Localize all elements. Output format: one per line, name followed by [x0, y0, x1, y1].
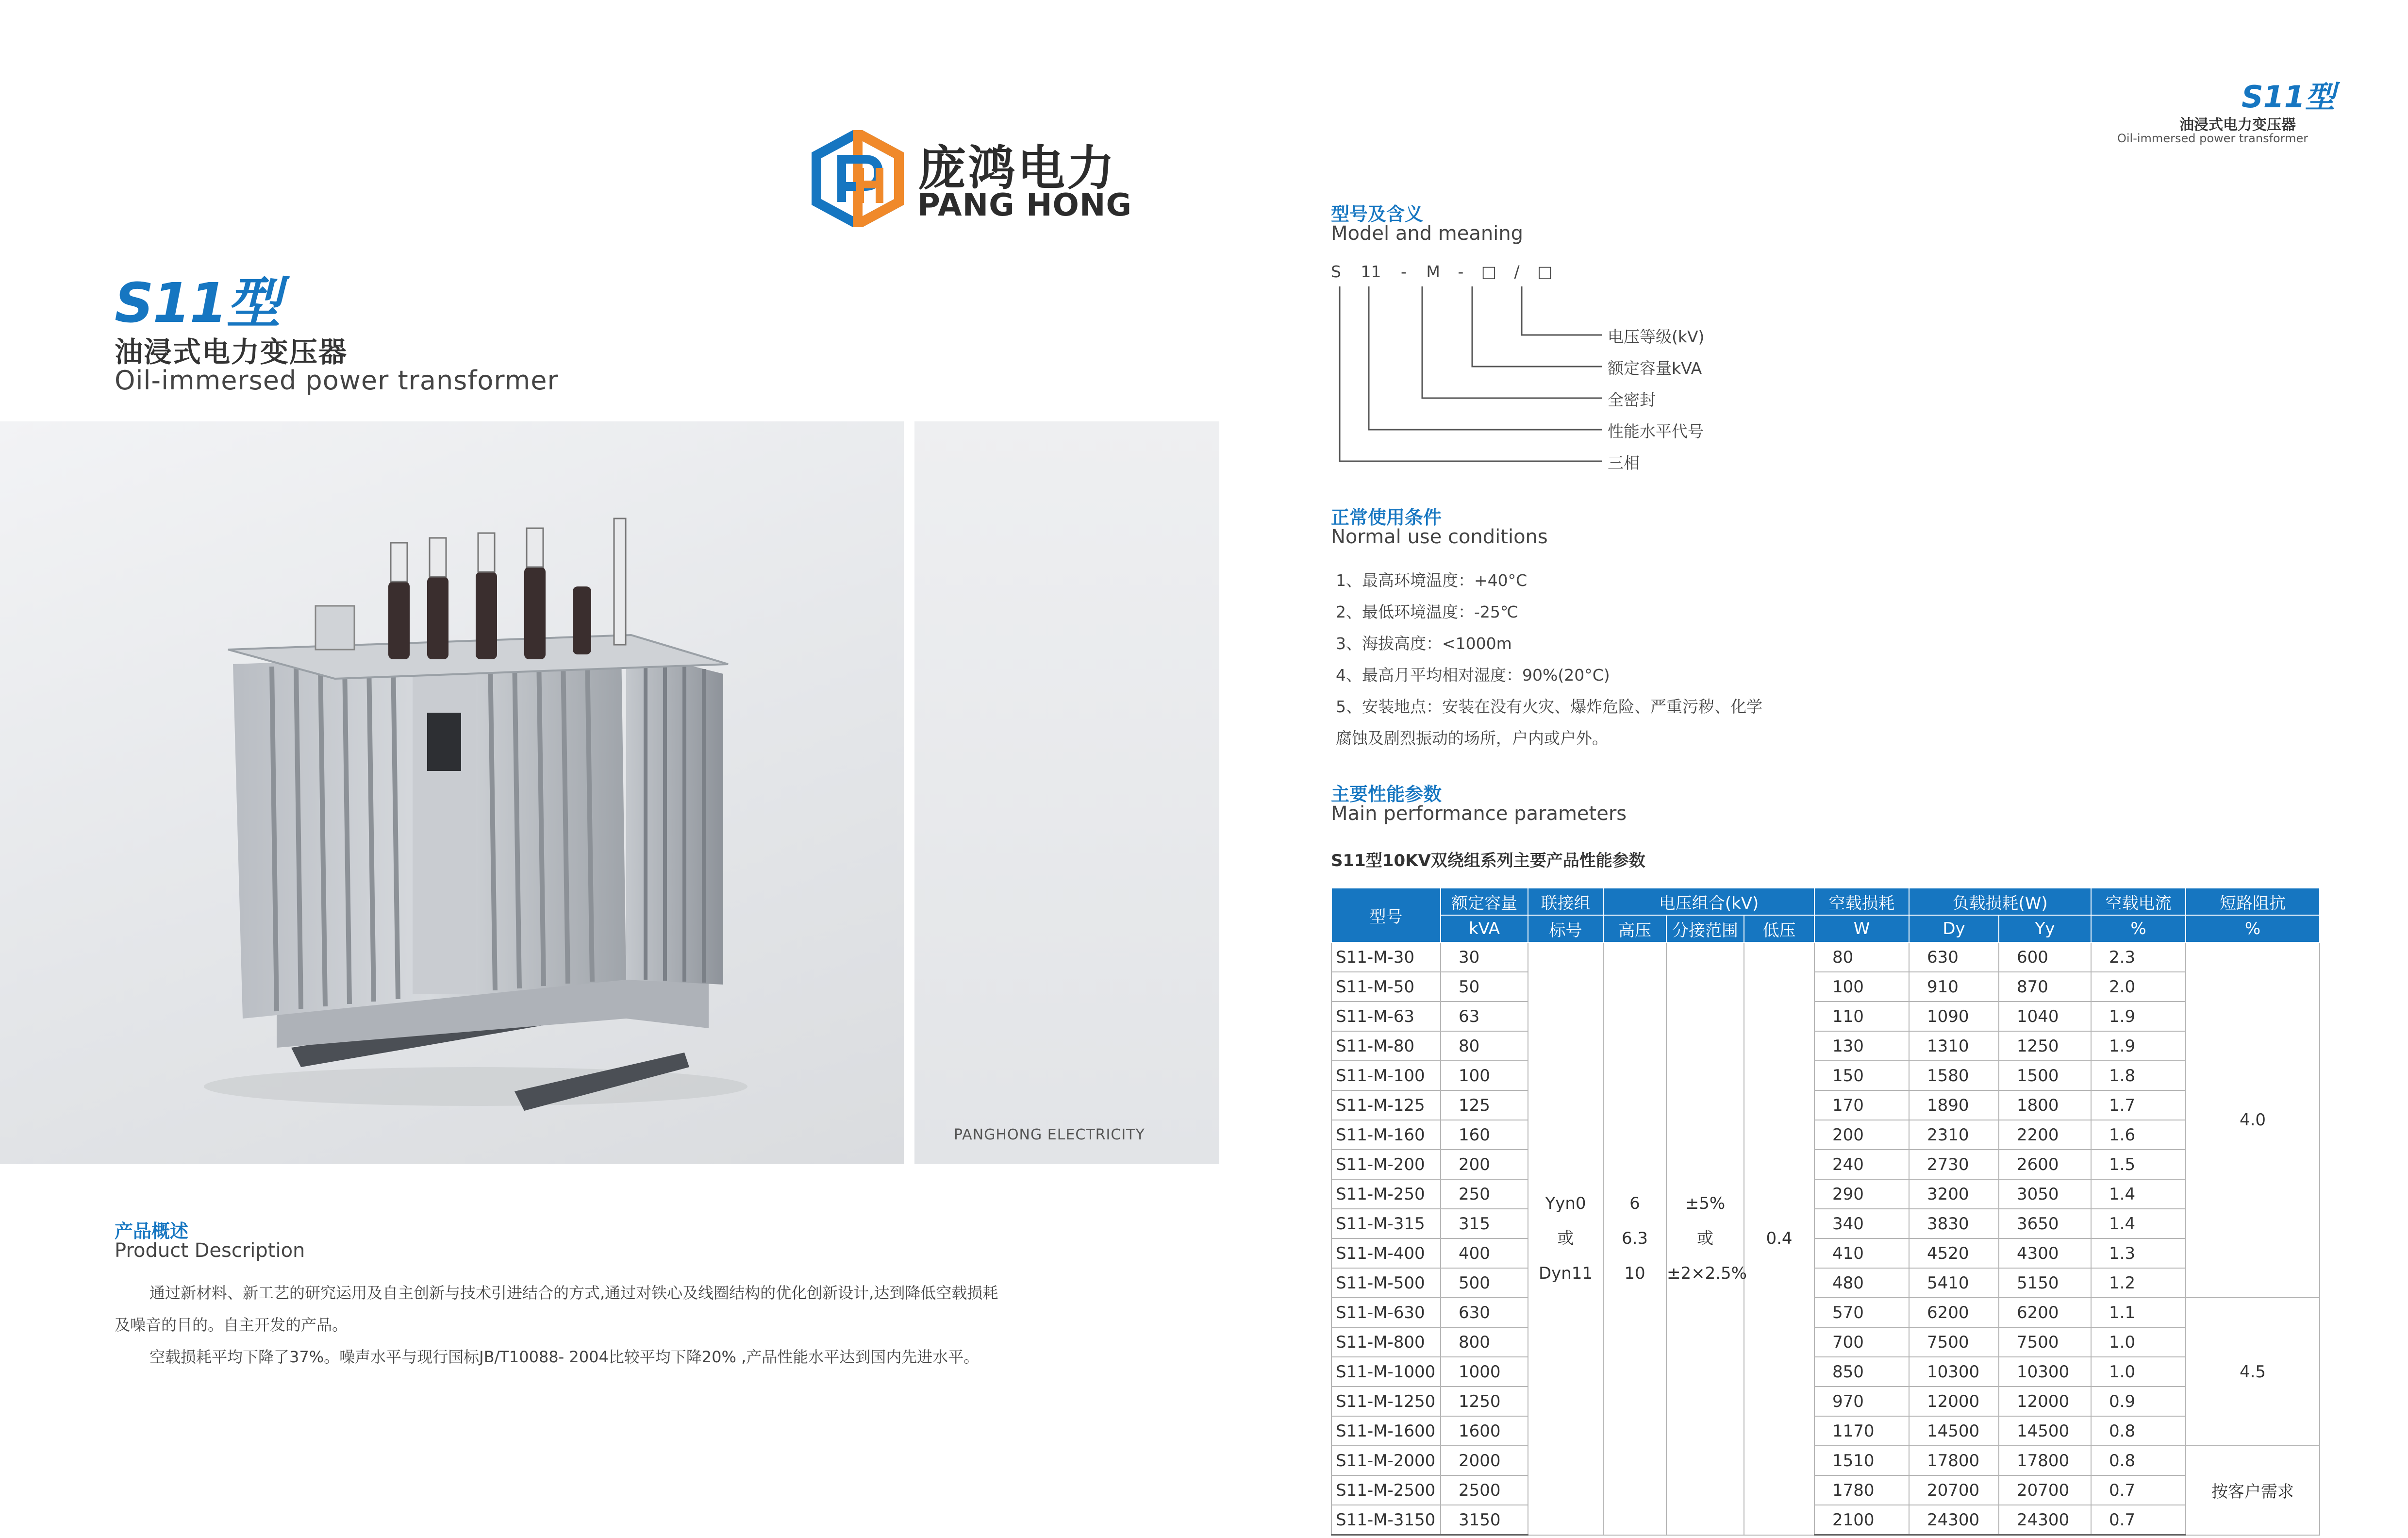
th-voltage-combo: 电压组合(kV) [1603, 888, 1814, 915]
th-pct-1: % [2091, 915, 2186, 942]
cell-no-load-loss: 410 [1814, 1238, 1909, 1268]
cell-model: S11-M-63 [1331, 1002, 1441, 1031]
cell-load-loss-yy: 1500 [1999, 1061, 2091, 1090]
brand-name-en: PANG HONG [917, 187, 1132, 223]
description-paragraph-2: 空载损耗平均下降了37%。噪声水平与现行国标JB/T10088- 2004比较平均下降20% ,产品性能水平达到国内先进水平。 [149, 1348, 980, 1366]
table-row [1331, 942, 2320, 972]
cell-load-loss-yy: 20700 [1999, 1475, 2091, 1505]
cell-no-load-current: 1.1 [2091, 1298, 2186, 1327]
cell-no-load-current: 0.8 [2091, 1416, 2186, 1446]
condition-item: 2、最低环境温度：-25℃ [1336, 602, 1518, 621]
th-tap-range: 分接范围 [1666, 915, 1744, 942]
cell-no-load-current: 1.0 [2091, 1327, 2186, 1357]
th-model: 型号 [1331, 888, 1441, 942]
cell-load-loss-yy: 14500 [1999, 1416, 2091, 1446]
code-m: M [1426, 262, 1440, 281]
cell-model: S11-M-400 [1331, 1238, 1441, 1268]
th-load-loss: 负载损耗(W) [1909, 888, 2091, 915]
performance-table [1331, 887, 2320, 1536]
cell-no-load-loss: 110 [1814, 1002, 1909, 1031]
cell-load-loss-dy: 1890 [1909, 1090, 1999, 1120]
cell-load-loss-dy: 20700 [1909, 1475, 1999, 1505]
cell-load-loss-yy: 3650 [1999, 1209, 2091, 1238]
cell-load-loss-yy: 1800 [1999, 1090, 2091, 1120]
cell-load-loss-yy: 870 [1999, 972, 2091, 1002]
cell-model: S11-M-630 [1331, 1298, 1441, 1327]
cell-no-load-loss: 170 [1814, 1090, 1909, 1120]
cell-capacity: 125 [1441, 1090, 1528, 1120]
th-kva: kVA [1441, 915, 1528, 942]
cell-model: S11-M-1000 [1331, 1357, 1441, 1387]
performance-heading-zh: 主要性能参数 [1331, 784, 1442, 805]
cell-load-loss-dy: 6200 [1909, 1298, 1999, 1327]
cell-no-load-current: 1.4 [2091, 1209, 2186, 1238]
cell-capacity: 80 [1441, 1031, 1528, 1061]
cell-load-loss-dy: 1580 [1909, 1061, 1999, 1090]
header-model: S11型 [2242, 79, 2335, 115]
tap-line: 或 [1697, 1229, 1713, 1249]
vector-group-line: 或 [1557, 1229, 1574, 1249]
table-row [1331, 972, 2320, 1002]
table-row [1331, 1446, 2320, 1475]
cell-model: S11-M-100 [1331, 1061, 1441, 1090]
hv-line: 10 [1624, 1264, 1645, 1284]
cell-load-loss-yy: 1040 [1999, 1002, 2091, 1031]
th-hv: 高压 [1603, 915, 1666, 942]
cell-no-load-current: 1.6 [2091, 1120, 2186, 1150]
cell-no-load-current: 0.7 [2091, 1475, 2186, 1505]
cell-load-loss-dy: 2730 [1909, 1150, 1999, 1179]
cell-no-load-loss: 100 [1814, 972, 1909, 1002]
cell-load-loss-yy: 17800 [1999, 1446, 2091, 1475]
th-impedance: 短路阻抗 [2186, 888, 2320, 915]
th-no-load-loss: 空载损耗 [1814, 888, 1909, 915]
condition-item: 1、最高环境温度：+40°C [1336, 571, 1528, 590]
transformer-image [0, 421, 904, 1164]
cell-no-load-loss: 480 [1814, 1268, 1909, 1298]
cell-load-loss-dy: 3200 [1909, 1179, 1999, 1209]
product-title-zh: 油浸式电力变压器 [115, 335, 348, 368]
cell-no-load-current: 1.9 [2091, 1002, 2186, 1031]
cell-model: S11-M-30 [1331, 942, 1441, 972]
cell-no-load-loss: 240 [1814, 1150, 1909, 1179]
model-title: S11型 [115, 272, 280, 335]
cell-no-load-loss: 130 [1814, 1031, 1909, 1061]
cell-load-loss-dy: 1310 [1909, 1031, 1999, 1061]
condition-item: 4、最高月平均相对湿度：90%(20°C) [1336, 666, 1610, 685]
table-row [1331, 1120, 2320, 1150]
cell-load-loss-yy: 24300 [1999, 1505, 2091, 1535]
th-rated-capacity: 额定容量 [1441, 888, 1528, 915]
cell-no-load-current: 1.0 [2091, 1357, 2186, 1387]
table-body [1331, 942, 2320, 1535]
cell-capacity: 500 [1441, 1268, 1528, 1298]
cell-model: S11-M-800 [1331, 1327, 1441, 1357]
cell-load-loss-yy: 12000 [1999, 1387, 2091, 1416]
cell-capacity: 400 [1441, 1238, 1528, 1268]
cell-load-loss-dy: 10300 [1909, 1357, 1999, 1387]
cell-capacity: 160 [1441, 1120, 1528, 1150]
cell-load-loss-yy: 2600 [1999, 1150, 2091, 1179]
table-row [1331, 1357, 2320, 1387]
cell-model: S11-M-500 [1331, 1268, 1441, 1298]
cell-load-loss-yy: 10300 [1999, 1357, 2091, 1387]
cell-no-load-loss: 1780 [1814, 1475, 1909, 1505]
table-row [1331, 1061, 2320, 1090]
cell-no-load-current: 0.7 [2091, 1505, 2186, 1535]
cell-capacity: 2500 [1441, 1475, 1528, 1505]
cell-load-loss-yy: 4300 [1999, 1238, 2091, 1268]
cell-capacity: 50 [1441, 972, 1528, 1002]
vector-group-line: Yyn0 [1545, 1194, 1586, 1214]
code-s: S [1331, 262, 1341, 281]
cell-load-loss-yy: 5150 [1999, 1268, 2091, 1298]
cell-load-loss-dy: 3830 [1909, 1209, 1999, 1238]
conditions-heading-zh: 正常使用条件 [1331, 507, 1442, 528]
cell-capacity: 100 [1441, 1061, 1528, 1090]
cell-no-load-loss: 700 [1814, 1327, 1909, 1357]
cell-model: S11-M-80 [1331, 1031, 1441, 1061]
cell-load-loss-dy: 12000 [1909, 1387, 1999, 1416]
cell-impedance: 4.0 [2186, 942, 2320, 1298]
cell-no-load-current: 1.5 [2091, 1150, 2186, 1179]
cell-no-load-current: 1.8 [2091, 1061, 2186, 1090]
table-row [1331, 1002, 2320, 1031]
table-row [1331, 1090, 2320, 1120]
cell-capacity: 800 [1441, 1327, 1528, 1357]
th-w: W [1814, 915, 1909, 942]
code-dash-1: - [1400, 262, 1407, 281]
cell-no-load-current: 1.4 [2091, 1179, 2186, 1209]
cell-load-loss-yy: 7500 [1999, 1327, 2091, 1357]
cell-capacity: 315 [1441, 1209, 1528, 1238]
cell-vector-group [1528, 942, 1603, 1535]
description-heading-en: Product Description [115, 1239, 305, 1262]
cell-impedance: 4.5 [2186, 1298, 2320, 1446]
cell-no-load-loss: 850 [1814, 1357, 1909, 1387]
cell-no-load-current: 1.7 [2091, 1090, 2186, 1120]
cell-load-loss-yy: 2200 [1999, 1120, 2091, 1150]
condition-item: 腐蚀及剧烈振动的场所，户内或户外。 [1336, 729, 1608, 748]
meaning-label-sealed: 全密封 [1608, 390, 1656, 409]
code-box-1: □ [1481, 262, 1496, 281]
cell-model: S11-M-1600 [1331, 1416, 1441, 1446]
meaning-heading-zh: 型号及含义 [1331, 203, 1424, 225]
table-row [1331, 1238, 2320, 1268]
cell-load-loss-dy: 7500 [1909, 1327, 1999, 1357]
cell-no-load-loss: 1170 [1814, 1416, 1909, 1446]
tap-line: ±2×2.5% [1667, 1264, 1747, 1284]
description-heading-zh: 产品概述 [115, 1220, 189, 1242]
meaning-label-three-phase: 三相 [1608, 453, 1640, 472]
tap-line: ±5% [1685, 1194, 1726, 1214]
photo-caption: PANGHONG ELECTRICITY [954, 1126, 1145, 1143]
condition-item: 5、安装地点：安装在没有火灾、爆炸危险、严重污秽、化学 [1336, 697, 1762, 716]
hv-line: 6 [1629, 1194, 1640, 1214]
cell-model: S11-M-250 [1331, 1179, 1441, 1209]
cell-load-loss-dy: 630 [1909, 942, 1999, 972]
cell-hv [1603, 942, 1666, 1535]
cell-no-load-current: 1.2 [2091, 1268, 2186, 1298]
cell-model: S11-M-125 [1331, 1090, 1441, 1120]
th-vector-group-1: 联接组 [1528, 888, 1603, 915]
cell-load-loss-yy: 3050 [1999, 1179, 2091, 1209]
th-pct-2: % [2186, 915, 2320, 942]
cell-capacity: 63 [1441, 1002, 1528, 1031]
cell-no-load-loss: 570 [1814, 1298, 1909, 1327]
table-row [1331, 1179, 2320, 1209]
cell-load-loss-dy: 910 [1909, 972, 1999, 1002]
th-yy: Yy [1999, 915, 2091, 942]
performance-heading-en: Main performance parameters [1331, 802, 1627, 825]
cell-capacity: 250 [1441, 1179, 1528, 1209]
cell-model: S11-M-3150 [1331, 1505, 1441, 1535]
cell-model: S11-M-2500 [1331, 1475, 1441, 1505]
meaning-heading-en: Model and meaning [1331, 222, 1524, 245]
table-row [1331, 1475, 2320, 1505]
product-photo [0, 421, 904, 1164]
th-dy: Dy [1909, 915, 1999, 942]
cell-load-loss-yy: 1250 [1999, 1031, 2091, 1061]
cell-load-loss-yy: 6200 [1999, 1298, 2091, 1327]
photo-side-panel [914, 421, 1219, 1164]
cell-no-load-current: 0.8 [2091, 1446, 2186, 1475]
cell-no-load-loss: 970 [1814, 1387, 1909, 1416]
th-lv: 低压 [1744, 915, 1814, 942]
description-paragraph-1-cont: 及噪音的目的。自主开发的产品。 [115, 1316, 348, 1334]
cell-no-load-loss: 2100 [1814, 1505, 1909, 1535]
meaning-label-voltage: 电压等级(kV) [1608, 327, 1705, 346]
cell-capacity: 1000 [1441, 1357, 1528, 1387]
table-row [1331, 1209, 2320, 1238]
cell-impedance: 按客户需求 [2186, 1446, 2320, 1535]
code-dash-2: - [1458, 262, 1464, 281]
cell-capacity: 1600 [1441, 1416, 1528, 1446]
cell-load-loss-dy: 1090 [1909, 1002, 1999, 1031]
cell-model: S11-M-1250 [1331, 1387, 1441, 1416]
brand-logo [812, 130, 1132, 227]
cell-load-loss-dy: 5410 [1909, 1268, 1999, 1298]
cell-no-load-loss: 200 [1814, 1120, 1909, 1150]
cell-no-load-current: 1.3 [2091, 1238, 2186, 1268]
cell-model: S11-M-315 [1331, 1209, 1441, 1238]
cell-no-load-current: 2.3 [2091, 942, 2186, 972]
conditions-heading-en: Normal use conditions [1331, 526, 1548, 548]
cell-no-load-loss: 290 [1814, 1179, 1909, 1209]
cell-model: S11-M-2000 [1331, 1446, 1441, 1475]
cell-load-loss-dy: 2310 [1909, 1120, 1999, 1150]
code-11: 11 [1361, 262, 1381, 281]
table-row [1331, 1031, 2320, 1061]
table-row [1331, 1298, 2320, 1327]
cell-load-loss-dy: 4520 [1909, 1238, 1999, 1268]
ph-logo-mark-icon [812, 130, 904, 227]
code-slash: / [1514, 262, 1520, 281]
cell-no-load-loss: 1510 [1814, 1446, 1909, 1475]
cell-load-loss-dy: 24300 [1909, 1505, 1999, 1535]
cell-no-load-current: 2.0 [2091, 972, 2186, 1002]
cell-model: S11-M-50 [1331, 972, 1441, 1002]
table-row [1331, 1387, 2320, 1416]
th-no-load-current: 空载电流 [2091, 888, 2186, 915]
meaning-connector-lines [1330, 262, 1611, 476]
cell-model: S11-M-200 [1331, 1150, 1441, 1179]
hv-line: 6.3 [1621, 1229, 1648, 1249]
cell-load-loss-yy: 600 [1999, 942, 2091, 972]
vector-group-line: Dyn11 [1538, 1264, 1593, 1284]
table-row [1331, 1268, 2320, 1298]
table-row [1331, 1327, 2320, 1357]
cell-no-load-loss: 150 [1814, 1061, 1909, 1090]
cell-model: S11-M-160 [1331, 1120, 1441, 1150]
table-row [1331, 1150, 2320, 1179]
cell-no-load-loss: 340 [1814, 1209, 1909, 1238]
cell-tap-range [1666, 942, 1747, 1535]
cell-capacity: 1250 [1441, 1387, 1528, 1416]
th-vector-group-2: 标号 [1528, 915, 1603, 942]
meaning-label-performance: 性能水平代号 [1608, 422, 1704, 441]
table-row [1331, 1505, 2320, 1535]
brand-name-zh: 庞鸿电力 [918, 141, 1117, 196]
cell-load-loss-dy: 14500 [1909, 1416, 1999, 1446]
code-box-2: □ [1537, 262, 1553, 281]
condition-item: 3、海拔高度：<1000m [1336, 634, 1512, 653]
cell-capacity: 630 [1441, 1298, 1528, 1327]
cell-no-load-current: 1.9 [2091, 1031, 2186, 1061]
cell-capacity: 200 [1441, 1150, 1528, 1179]
table-row [1331, 1416, 2320, 1446]
cell-lv: 0.4 [1744, 942, 1814, 1535]
header-title-en: Oil-immersed power transformer [2117, 132, 2308, 145]
cell-load-loss-dy: 17800 [1909, 1446, 1999, 1475]
table-caption: S11型10KV双绕组系列主要产品性能参数 [1331, 851, 1645, 870]
cell-no-load-current: 0.9 [2091, 1387, 2186, 1416]
header-title-zh: 油浸式电力变压器 [2179, 117, 2296, 134]
product-title-en: Oil-immersed power transformer [115, 365, 559, 396]
description-paragraph-1: 通过新材料、新工艺的研究运用及自主创新与技术引进结合的方式,通过对铁心及线圈结构的优化创新设计,达到降低空载损耗 [149, 1284, 998, 1302]
cell-no-load-loss: 80 [1814, 942, 1909, 972]
cell-capacity: 3150 [1441, 1505, 1528, 1535]
cell-capacity: 2000 [1441, 1446, 1528, 1475]
meaning-label-capacity: 额定容量kVA [1608, 359, 1702, 378]
cell-capacity: 30 [1441, 942, 1528, 972]
